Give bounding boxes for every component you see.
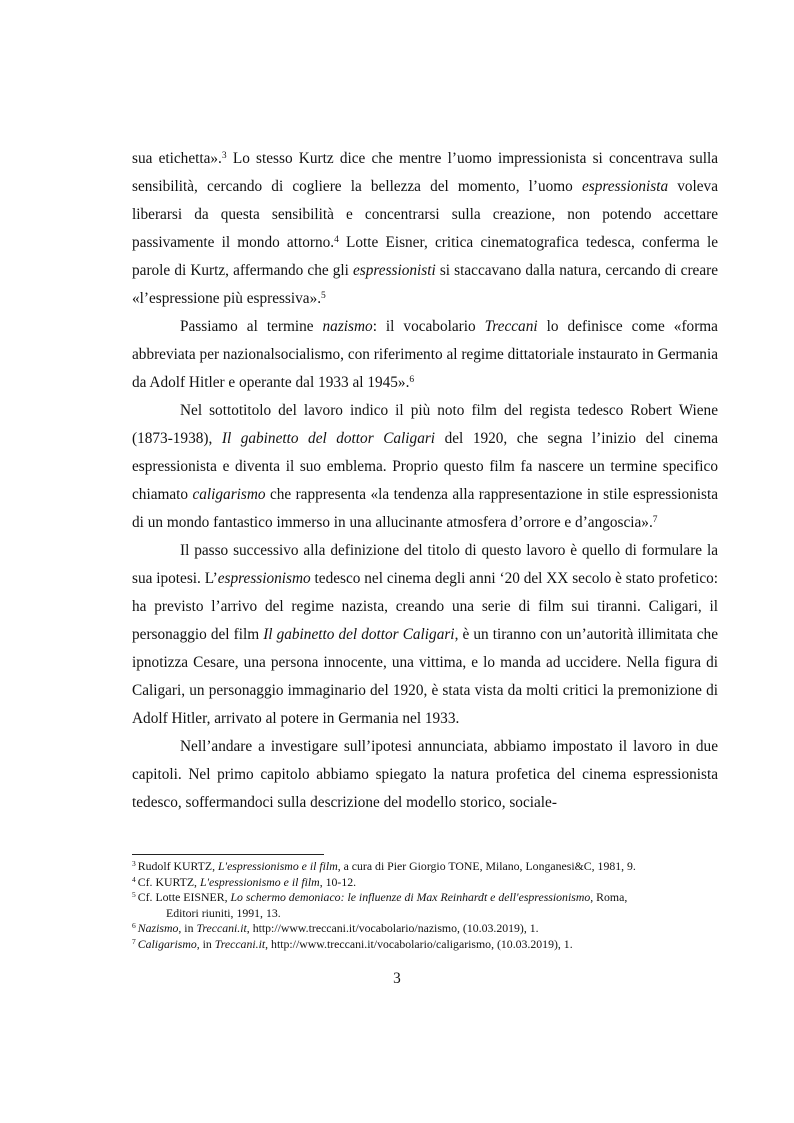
italic-title: Nazismo xyxy=(137,921,179,936)
footnote-3 xyxy=(132,859,718,875)
italic-term: nazismo xyxy=(322,318,373,335)
footnote-ref: 5 xyxy=(321,291,326,301)
italic-term: espressionisti xyxy=(353,262,436,279)
paragraph-4 xyxy=(132,537,718,733)
footnote-number: 7 xyxy=(132,936,136,946)
footnotes xyxy=(132,859,718,953)
footnote-5-continued xyxy=(132,906,718,922)
text: Lotte Eisner, critica cinematografica tedesca, conferma le parole di Kurtz, affermando che gli xyxy=(132,234,719,279)
text: , a cura di Pier Giorgio TONE, Milano, Longanesi&C, 1981, 9. xyxy=(337,859,636,873)
footnote-number: 6 xyxy=(132,921,136,931)
text: , in xyxy=(196,936,215,951)
italic-title: Caligarismo xyxy=(137,936,197,951)
text: voleva liberarsi da questa sensibilità e concentrarsi sulla creazione, non potendo accettare passivamente il mondo attorno. xyxy=(132,178,718,251)
text: Nell’andare a investigare sull’ipotesi annunciata, abbiamo impostato il lavoro in due capitoli. Nel primo capitolo abbiamo spiegato la natura profetica del cinema espressionista tedesco, soffermandoci sulla descrizione del modello storico, sociale- xyxy=(132,738,718,811)
italic-title: Lo schermo demoniaco: le influenze di Max Reinhardt e dell'espressionismo xyxy=(230,890,591,905)
main-text xyxy=(132,145,718,817)
footnote-5 xyxy=(132,890,718,906)
text: Il passo successivo alla definizione del titolo di questo lavoro è quello di formulare la sua ipotesi. L’ xyxy=(132,542,718,587)
text: , http://www.treccani.it/vocabolario/nazismo, (10.03.2019), 1. xyxy=(246,921,539,936)
footnote-number: 3 xyxy=(132,859,136,868)
text: sua etichetta». xyxy=(132,150,222,167)
text: tedesco nel cinema degli anni ‘20 del XX secolo è stato profetico: ha previsto l’arrivo del regime nazista, creando una serie di film sui tiranni. Caligari, il personaggio del film xyxy=(132,570,719,643)
italic-title: L'espressionismo e il film xyxy=(199,874,320,889)
paragraph-5 xyxy=(132,733,718,817)
text: Cf. Lotte EISNER, xyxy=(137,890,231,905)
footnote-ref: 7 xyxy=(652,515,658,525)
footnote-6 xyxy=(132,921,718,937)
footnote-7 xyxy=(132,937,718,953)
footnote-ref: 3 xyxy=(221,151,227,161)
text: , in xyxy=(178,921,197,936)
text: : il vocabolario xyxy=(372,318,485,335)
italic-term: Il gabinetto del dottor Caligari xyxy=(221,430,436,447)
text: , 10-12. xyxy=(319,874,357,889)
italic-term: caligarismo xyxy=(192,486,266,503)
page-number: 3 xyxy=(393,970,401,987)
text: Cf. KURTZ, xyxy=(137,874,200,889)
text: , Roma, xyxy=(590,890,628,905)
italic-term: espressionismo xyxy=(217,570,311,587)
footnote-4 xyxy=(132,875,718,891)
text: , http://www.treccani.it/vocabolario/caligarismo, (10.03.2019), 1. xyxy=(265,936,573,951)
paragraph-2 xyxy=(132,313,718,397)
italic-title: Treccani.it xyxy=(214,936,266,951)
paragraph-3 xyxy=(132,397,718,537)
text: Nel sottotitolo del lavoro indico il più noto film del regista tedesco Robert Wiene (1873-1938), xyxy=(132,402,718,447)
italic-term: Treccani xyxy=(484,318,538,335)
footnote-separator xyxy=(132,854,324,855)
text: lo definisce come «forma abbreviata per nazionalsocialismo, con riferimento al regime dittatoriale instaurato in Germania da Adolf Hitler e operante dal 1933 al 1945». xyxy=(132,318,718,391)
text: Rudolf KURTZ, xyxy=(137,859,218,873)
text: Passiamo al termine xyxy=(180,318,323,335)
text: del 1920, che segna l’inizio del cinema espressionista e diventa il suo emblema. Proprio questo film fa nascere un termine specifico chiamato xyxy=(132,430,719,503)
italic-title: L'espressionismo e il film xyxy=(217,859,338,873)
text: che rappresenta «la tendenza alla rappresentazione in stile espressionista di un mondo fantastico immerso in una allucinante atmosfera d’orrore e d’angoscia». xyxy=(132,486,718,531)
footnote-ref: 6 xyxy=(409,375,415,385)
text: Editori riuniti, 1991, 13. xyxy=(166,905,281,920)
footnote-number: 4 xyxy=(132,874,136,884)
text: si staccavano dalla natura, cercando di creare «l’espressione più espressiva». xyxy=(132,262,719,307)
footnote-number: 5 xyxy=(132,890,136,900)
footnote-ref: 4 xyxy=(334,235,339,245)
text: Lo stesso Kurtz dice che mentre l’uomo impressionista si concentrava sulla sensibilità, cercando di cogliere la bellezza del momento, l’uomo xyxy=(132,150,719,195)
italic-term: espressionista xyxy=(581,178,669,195)
text: , è un tiranno con un’autorità illimitata che ipnotizza Cesare, una persona innocente, una vittima, e lo manda ad uccidere. Nella figura di Caligari, un personaggio immaginario del 1920, è stata vista da molti critici la premonizione di Adolf Hitler, arrivato al potere in Germania nel 1933. xyxy=(132,626,718,727)
italic-term: Il gabinetto del dottor Caligari xyxy=(263,626,455,643)
paragraph-1 xyxy=(132,145,718,313)
italic-title: Treccani.it xyxy=(196,921,247,936)
